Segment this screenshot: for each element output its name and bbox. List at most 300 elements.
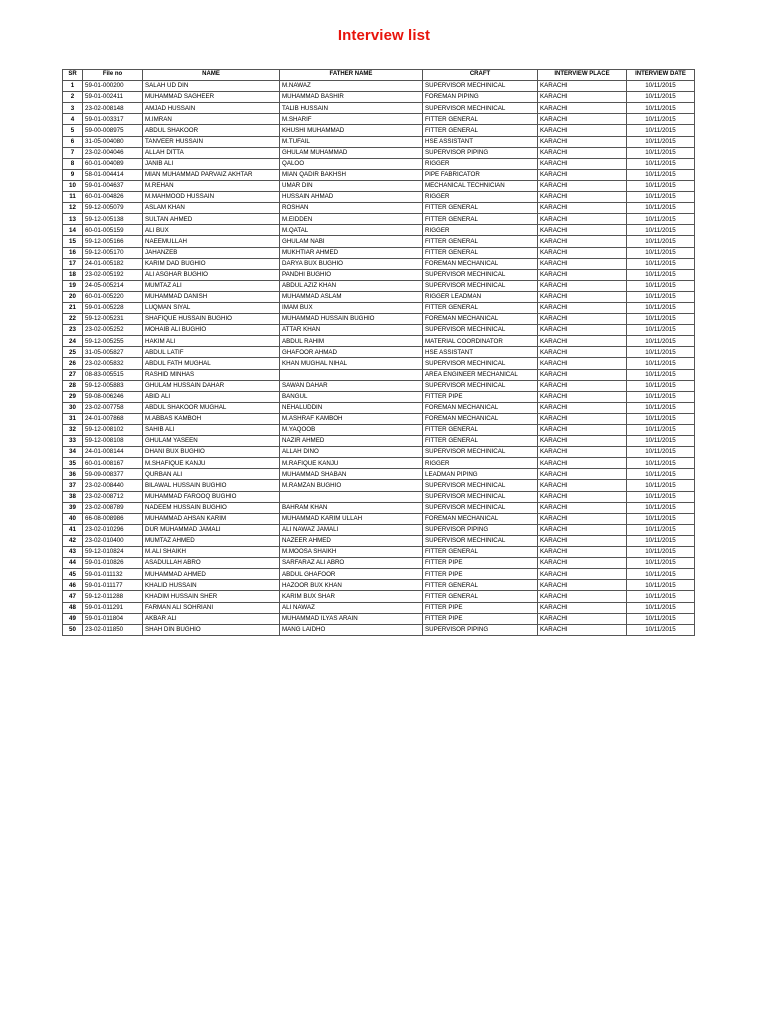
interview-date-cell: 10/11/2015 <box>627 613 695 624</box>
file-no-cell: 23-02-010400 <box>83 535 143 546</box>
name-cell: KARIM DAD BUGHIO <box>143 258 280 269</box>
interview-date-cell: 10/11/2015 <box>627 214 695 225</box>
file-no-cell: 23-02-007758 <box>83 402 143 413</box>
sr-cell: 31 <box>63 413 83 424</box>
file-no-cell: 59-00-008975 <box>83 125 143 136</box>
file-no-cell: 59-12-008108 <box>83 436 143 447</box>
file-no-cell: 24-05-005214 <box>83 280 143 291</box>
sr-cell: 32 <box>63 425 83 436</box>
father-name-cell: M.SHARIF <box>280 114 423 125</box>
sr-cell: 39 <box>63 502 83 513</box>
craft-cell: SUPERVISOR MECHINICAL <box>423 480 538 491</box>
father-name-cell: ABDUL GHAFOOR <box>280 569 423 580</box>
interview-place-cell: KARACHI <box>538 547 627 558</box>
sr-cell: 41 <box>63 524 83 535</box>
name-cell: KHADIM HUSSAIN SHER <box>143 591 280 602</box>
interview-place-cell: KARACHI <box>538 302 627 313</box>
craft-cell: FITTER GENERAL <box>423 591 538 602</box>
name-cell: SHAFIQUE HUSSAIN BUGHIO <box>143 314 280 325</box>
interview-place-cell: KARACHI <box>538 369 627 380</box>
table-row <box>63 391 695 402</box>
sr-cell: 19 <box>63 280 83 291</box>
table-row <box>63 569 695 580</box>
craft-cell: FITTER PIPE <box>423 558 538 569</box>
table-row <box>63 192 695 203</box>
interview-date-cell: 10/11/2015 <box>627 535 695 546</box>
file-no-cell: 59-01-003317 <box>83 114 143 125</box>
file-no-cell: 24-01-008144 <box>83 447 143 458</box>
interview-place-cell: KARACHI <box>538 402 627 413</box>
craft-cell: FITTER GENERAL <box>423 203 538 214</box>
father-name-cell: M.TUFAIL <box>280 136 423 147</box>
name-cell: GHULAM HUSSAIN DAHAR <box>143 380 280 391</box>
table-row <box>63 169 695 180</box>
interview-place-cell: KARACHI <box>538 436 627 447</box>
table-row <box>63 591 695 602</box>
table-row <box>63 547 695 558</box>
interview-place-cell: KARACHI <box>538 380 627 391</box>
father-name-cell: M.EIDDEN <box>280 214 423 225</box>
interview-date-cell: 10/11/2015 <box>627 413 695 424</box>
craft-cell: RIGGER <box>423 458 538 469</box>
interview-date-cell: 10/11/2015 <box>627 436 695 447</box>
sr-cell: 35 <box>63 458 83 469</box>
interview-place-cell: KARACHI <box>538 447 627 458</box>
name-cell: ABID ALI <box>143 391 280 402</box>
interview-date-cell: 10/11/2015 <box>627 425 695 436</box>
table-row <box>63 513 695 524</box>
father-name-cell: ATTAR KHAN <box>280 325 423 336</box>
craft-cell: AREA ENGINEER MECHANICAL <box>423 369 538 380</box>
interview-date-cell: 10/11/2015 <box>627 369 695 380</box>
file-no-cell: 59-01-002411 <box>83 92 143 103</box>
craft-cell: FITTER PIPE <box>423 569 538 580</box>
sr-cell: 38 <box>63 491 83 502</box>
interview-date-cell: 10/11/2015 <box>627 447 695 458</box>
file-no-cell: 60-01-004826 <box>83 192 143 203</box>
interview-place-cell: KARACHI <box>538 169 627 180</box>
table-row <box>63 258 695 269</box>
file-no-cell: 66-08-008986 <box>83 513 143 524</box>
father-name-cell: QALOO <box>280 158 423 169</box>
interview-place-cell: KARACHI <box>538 358 627 369</box>
file-no-cell: 59-09-008377 <box>83 469 143 480</box>
interview-date-cell: 10/11/2015 <box>627 314 695 325</box>
name-cell: MUHAMMAD DANISH <box>143 291 280 302</box>
sr-cell: 26 <box>63 358 83 369</box>
craft-cell: FITTER GENERAL <box>423 580 538 591</box>
sr-cell: 13 <box>63 214 83 225</box>
sr-cell: 43 <box>63 547 83 558</box>
sr-cell: 37 <box>63 480 83 491</box>
name-cell: M.ABBAS KAMBOH <box>143 413 280 424</box>
craft-cell: FITTER PIPE <box>423 613 538 624</box>
table-row <box>63 458 695 469</box>
father-name-cell: M.YAQOOB <box>280 425 423 436</box>
file-no-cell: 08-83-005515 <box>83 369 143 380</box>
name-cell: ABDUL SHAKOOR <box>143 125 280 136</box>
file-no-cell: 23-02-008148 <box>83 103 143 114</box>
sr-cell: 22 <box>63 314 83 325</box>
father-name-cell: MUHAMMAD ASLAM <box>280 291 423 302</box>
table-row <box>63 491 695 502</box>
craft-cell: FITTER GENERAL <box>423 214 538 225</box>
father-name-cell: MIAN QADIR BAKHSH <box>280 169 423 180</box>
sr-cell: 28 <box>63 380 83 391</box>
father-name-cell: KHAN MUGHAL NIHAL <box>280 358 423 369</box>
name-cell: MIAN MUHAMMAD PARVAIZ AKHTAR <box>143 169 280 180</box>
name-cell: MUHAMMAD AHSAN KARIM <box>143 513 280 524</box>
father-name-cell: KARIM BUX SHAR <box>280 591 423 602</box>
name-cell: RASHID MINHAS <box>143 369 280 380</box>
interview-place-cell: KARACHI <box>538 325 627 336</box>
interview-place-cell: KARACHI <box>538 103 627 114</box>
interview-date-cell: 10/11/2015 <box>627 269 695 280</box>
file-no-cell: 59-12-005883 <box>83 380 143 391</box>
father-name-cell: SARFARAZ ALI ABRO <box>280 558 423 569</box>
sr-cell: 2 <box>63 92 83 103</box>
father-name-cell: ALI NAWAZ JAMALI <box>280 524 423 535</box>
interview-date-cell: 10/11/2015 <box>627 558 695 569</box>
table-row <box>63 535 695 546</box>
name-cell: ASADULLAH ABRO <box>143 558 280 569</box>
table-row <box>63 336 695 347</box>
table-row <box>63 269 695 280</box>
interview-place-cell: KARACHI <box>538 347 627 358</box>
interview-date-cell: 10/11/2015 <box>627 391 695 402</box>
interview-place-cell: KARACHI <box>538 425 627 436</box>
table-row <box>63 180 695 191</box>
father-name-cell: NAZEER AHMED <box>280 535 423 546</box>
father-name-cell: ALI NAWAZ <box>280 602 423 613</box>
craft-cell: FITTER GENERAL <box>423 425 538 436</box>
name-cell: DUR MUHAMMAD JAMALI <box>143 524 280 535</box>
table-row <box>63 236 695 247</box>
interview-place-cell: KARACHI <box>538 591 627 602</box>
file-no-cell: 59-01-005228 <box>83 302 143 313</box>
craft-cell: HSE ASSISTANT <box>423 347 538 358</box>
column-header-interview-place: INTERVIEW PLACE <box>538 70 627 81</box>
interview-date-cell: 10/11/2015 <box>627 103 695 114</box>
interview-place-cell: KARACHI <box>538 291 627 302</box>
interview-place-cell: KARACHI <box>538 602 627 613</box>
interview-place-cell: KARACHI <box>538 247 627 258</box>
name-cell: ABDUL LATIF <box>143 347 280 358</box>
table-row <box>63 502 695 513</box>
file-no-cell: 59-01-011132 <box>83 569 143 580</box>
table-row <box>63 480 695 491</box>
interview-place-cell: KARACHI <box>538 236 627 247</box>
interview-place-cell: KARACHI <box>538 502 627 513</box>
name-cell: MUHAMMAD AHMED <box>143 569 280 580</box>
table-row <box>63 447 695 458</box>
father-name-cell: MUKHTIAR AHMED <box>280 247 423 258</box>
interview-date-cell: 10/11/2015 <box>627 158 695 169</box>
father-name-cell: HUSSAIN AHMAD <box>280 192 423 203</box>
father-name-cell: M.MOOSA SHAIKH <box>280 547 423 558</box>
interview-place-cell: KARACHI <box>538 136 627 147</box>
table-body <box>63 81 695 636</box>
sr-cell: 46 <box>63 580 83 591</box>
file-no-cell: 23-02-005192 <box>83 269 143 280</box>
craft-cell: RIGGER LEADMAN <box>423 291 538 302</box>
table-row <box>63 602 695 613</box>
sr-cell: 9 <box>63 169 83 180</box>
interview-date-cell: 10/11/2015 <box>627 125 695 136</box>
interview-date-cell: 10/11/2015 <box>627 480 695 491</box>
name-cell: LUQMAN SIYAL <box>143 302 280 313</box>
father-name-cell: IMAM BUX <box>280 302 423 313</box>
name-cell: ASLAM KHAN <box>143 203 280 214</box>
file-no-cell: 59-12-005166 <box>83 236 143 247</box>
name-cell: NADEEM HUSSAIN BUGHIO <box>143 502 280 513</box>
name-cell: SALAH UD DIN <box>143 81 280 92</box>
interview-place-cell: KARACHI <box>538 624 627 635</box>
interview-place-cell: KARACHI <box>538 225 627 236</box>
craft-cell: FITTER GENERAL <box>423 114 538 125</box>
father-name-cell: ALLAH DINO <box>280 447 423 458</box>
craft-cell: FOREMAN MECHANICAL <box>423 314 538 325</box>
table-row <box>63 92 695 103</box>
interview-date-cell: 10/11/2015 <box>627 591 695 602</box>
sr-cell: 36 <box>63 469 83 480</box>
craft-cell: FOREMAN PIPING <box>423 92 538 103</box>
file-no-cell: 23-02-011850 <box>83 624 143 635</box>
table-row <box>63 469 695 480</box>
name-cell: MOHAIB ALI BUGHIO <box>143 325 280 336</box>
interview-date-cell: 10/11/2015 <box>627 258 695 269</box>
father-name-cell: MUHAMMAD BASHIR <box>280 92 423 103</box>
name-cell: AKBAR ALI <box>143 613 280 624</box>
interview-place-cell: KARACHI <box>538 158 627 169</box>
sr-cell: 4 <box>63 114 83 125</box>
table-row <box>63 380 695 391</box>
father-name-cell: BANGUL <box>280 391 423 402</box>
interview-date-cell: 10/11/2015 <box>627 302 695 313</box>
sr-cell: 23 <box>63 325 83 336</box>
craft-cell: FITTER PIPE <box>423 602 538 613</box>
craft-cell: SUPERVISOR MECHINICAL <box>423 325 538 336</box>
file-no-cell: 31-05-004080 <box>83 136 143 147</box>
sr-cell: 40 <box>63 513 83 524</box>
name-cell: M.REHAN <box>143 180 280 191</box>
craft-cell: RIGGER <box>423 225 538 236</box>
table-row <box>63 280 695 291</box>
name-cell: KHALID HUSSAIN <box>143 580 280 591</box>
interview-date-cell: 10/11/2015 <box>627 192 695 203</box>
name-cell: ALI BUX <box>143 225 280 236</box>
father-name-cell: GHULAM MUHAMMAD <box>280 147 423 158</box>
page-title: Interview list <box>337 27 431 44</box>
father-name-cell: M.RAMZAN BUGHIO <box>280 480 423 491</box>
interview-place-cell: KARACHI <box>538 458 627 469</box>
name-cell: SAHIB ALI <box>143 425 280 436</box>
interview-date-cell: 10/11/2015 <box>627 580 695 591</box>
interview-place-cell: KARACHI <box>538 114 627 125</box>
name-cell: ALLAH DITTA <box>143 147 280 158</box>
table-header <box>63 70 695 81</box>
file-no-cell: 59-12-010824 <box>83 547 143 558</box>
sr-cell: 6 <box>63 136 83 147</box>
name-cell: TANVEER HUSSAIN <box>143 136 280 147</box>
interview-place-cell: KARACHI <box>538 480 627 491</box>
file-no-cell: 59-01-011804 <box>83 613 143 624</box>
sr-cell: 44 <box>63 558 83 569</box>
interview-place-cell: KARACHI <box>538 524 627 535</box>
table-row <box>63 302 695 313</box>
interview-place-cell: KARACHI <box>538 125 627 136</box>
name-cell: NAEEMULLAH <box>143 236 280 247</box>
sr-cell: 50 <box>63 624 83 635</box>
father-name-cell: MUHAMMAD HUSSAIN BUGHIO <box>280 314 423 325</box>
craft-cell: FOREMAN MECHANICAL <box>423 402 538 413</box>
sr-cell: 18 <box>63 269 83 280</box>
father-name-cell: KHUSHI MUHAMMAD <box>280 125 423 136</box>
father-name-cell: GHAFOOR AHMAD <box>280 347 423 358</box>
craft-cell: MECHANICAL TECHNICIAN <box>423 180 538 191</box>
file-no-cell: 59-12-005079 <box>83 203 143 214</box>
file-no-cell: 60-01-005220 <box>83 291 143 302</box>
craft-cell: FITTER GENERAL <box>423 247 538 258</box>
craft-cell: SUPERVISOR MECHINICAL <box>423 535 538 546</box>
father-name-cell: GHULAM NABI <box>280 236 423 247</box>
file-no-cell: 23-02-010296 <box>83 524 143 535</box>
sr-cell: 48 <box>63 602 83 613</box>
table-row <box>63 413 695 424</box>
father-name-cell: MUHAMMAD SHABAN <box>280 469 423 480</box>
father-name-cell: MUHAMMAD ILYAS ARAIN <box>280 613 423 624</box>
header-row <box>63 70 695 81</box>
name-cell: ABDUL SHAKOOR MUGHAL <box>143 402 280 413</box>
table-row <box>63 125 695 136</box>
father-name-cell: ABDUL RAHIM <box>280 336 423 347</box>
interview-date-cell: 10/11/2015 <box>627 602 695 613</box>
table-row <box>63 624 695 635</box>
sr-cell: 8 <box>63 158 83 169</box>
name-cell: FARMAN ALI SOHRIANI <box>143 602 280 613</box>
sr-cell: 25 <box>63 347 83 358</box>
interview-date-cell: 10/11/2015 <box>627 336 695 347</box>
interview-date-cell: 10/11/2015 <box>627 380 695 391</box>
interview-date-cell: 10/11/2015 <box>627 524 695 535</box>
sr-cell: 49 <box>63 613 83 624</box>
interview-date-cell: 10/11/2015 <box>627 92 695 103</box>
interview-place-cell: KARACHI <box>538 469 627 480</box>
craft-cell: MATERIAL COORDINATOR <box>423 336 538 347</box>
table-row <box>63 214 695 225</box>
name-cell: QURBAN ALI <box>143 469 280 480</box>
name-cell: JAHANZEB <box>143 247 280 258</box>
craft-cell: RIGGER <box>423 158 538 169</box>
sr-cell: 5 <box>63 125 83 136</box>
craft-cell: SUPERVISOR MECHINICAL <box>423 380 538 391</box>
table-row <box>63 136 695 147</box>
sr-cell: 15 <box>63 236 83 247</box>
file-no-cell: 23-02-008712 <box>83 491 143 502</box>
interview-place-cell: KARACHI <box>538 569 627 580</box>
file-no-cell: 60-01-008167 <box>83 458 143 469</box>
name-cell: BILAWAL HUSSAIN BUGHIO <box>143 480 280 491</box>
father-name-cell: ROSHAN <box>280 203 423 214</box>
interview-date-cell: 10/11/2015 <box>627 624 695 635</box>
father-name-cell: M.QATAL <box>280 225 423 236</box>
file-no-cell: 58-01-004414 <box>83 169 143 180</box>
father-name-cell: HAZOOR BUX KHAN <box>280 580 423 591</box>
table-row <box>63 436 695 447</box>
craft-cell: SUPERVISOR MECHINICAL <box>423 447 538 458</box>
interview-place-cell: KARACHI <box>538 613 627 624</box>
interview-date-cell: 10/11/2015 <box>627 81 695 92</box>
file-no-cell: 23-02-004046 <box>83 147 143 158</box>
sr-cell: 16 <box>63 247 83 258</box>
father-name-cell: NAZIR AHMED <box>280 436 423 447</box>
name-cell: GHULAM YASEEN <box>143 436 280 447</box>
sr-cell: 12 <box>63 203 83 214</box>
interview-date-cell: 10/11/2015 <box>627 114 695 125</box>
sr-cell: 17 <box>63 258 83 269</box>
file-no-cell: 59-12-011288 <box>83 591 143 602</box>
name-cell: MUMTAZ ALI <box>143 280 280 291</box>
table-row <box>63 558 695 569</box>
craft-cell: FITTER GENERAL <box>423 302 538 313</box>
father-name-cell: NEHALUDDIN <box>280 402 423 413</box>
interview-place-cell: KARACHI <box>538 269 627 280</box>
father-name-cell: UMAR DIN <box>280 180 423 191</box>
table-row <box>63 369 695 380</box>
father-name-cell: SAWAN DAHAR <box>280 380 423 391</box>
craft-cell: SUPERVISOR MECHINICAL <box>423 81 538 92</box>
interview-date-cell: 10/11/2015 <box>627 491 695 502</box>
interview-place-cell: KARACHI <box>538 558 627 569</box>
father-name-cell <box>280 491 423 502</box>
file-no-cell: 59-12-005255 <box>83 336 143 347</box>
name-cell: AMJAD HUSSAIN <box>143 103 280 114</box>
interview-place-cell: KARACHI <box>538 535 627 546</box>
file-no-cell: 23-02-008440 <box>83 480 143 491</box>
column-header-father-name: FATHER NAME <box>280 70 423 81</box>
file-no-cell: 59-01-000200 <box>83 81 143 92</box>
craft-cell: SUPERVISOR MECHINICAL <box>423 491 538 502</box>
name-cell: M.MAHMOOD HUSSAIN <box>143 192 280 203</box>
interview-date-cell: 10/11/2015 <box>627 247 695 258</box>
table-row <box>63 358 695 369</box>
interview-place-cell: KARACHI <box>538 336 627 347</box>
interview-table <box>62 69 695 636</box>
name-cell: SHAH DIN BUGHIO <box>143 624 280 635</box>
interview-place-cell: KARACHI <box>538 580 627 591</box>
file-no-cell: 59-01-010826 <box>83 558 143 569</box>
craft-cell: SUPERVISOR PIPING <box>423 524 538 535</box>
father-name-cell: DARYA BUX BUGHIO <box>280 258 423 269</box>
table-row <box>63 247 695 258</box>
sr-cell: 33 <box>63 436 83 447</box>
father-name-cell <box>280 369 423 380</box>
table-row <box>63 613 695 624</box>
table-row <box>63 402 695 413</box>
file-no-cell: 23-02-005252 <box>83 325 143 336</box>
father-name-cell: MANG LAIDHO <box>280 624 423 635</box>
sr-cell: 47 <box>63 591 83 602</box>
interview-place-cell: KARACHI <box>538 413 627 424</box>
craft-cell: SUPERVISOR MECHINICAL <box>423 103 538 114</box>
craft-cell: FOREMAN MECHANICAL <box>423 513 538 524</box>
file-no-cell: 60-01-005159 <box>83 225 143 236</box>
interview-place-cell: KARACHI <box>538 258 627 269</box>
name-cell: M.IMRAN <box>143 114 280 125</box>
craft-cell: SUPERVISOR MECHINICAL <box>423 358 538 369</box>
father-name-cell: M.ASHRAF KAMBOH <box>280 413 423 424</box>
interview-place-cell: KARACHI <box>538 314 627 325</box>
